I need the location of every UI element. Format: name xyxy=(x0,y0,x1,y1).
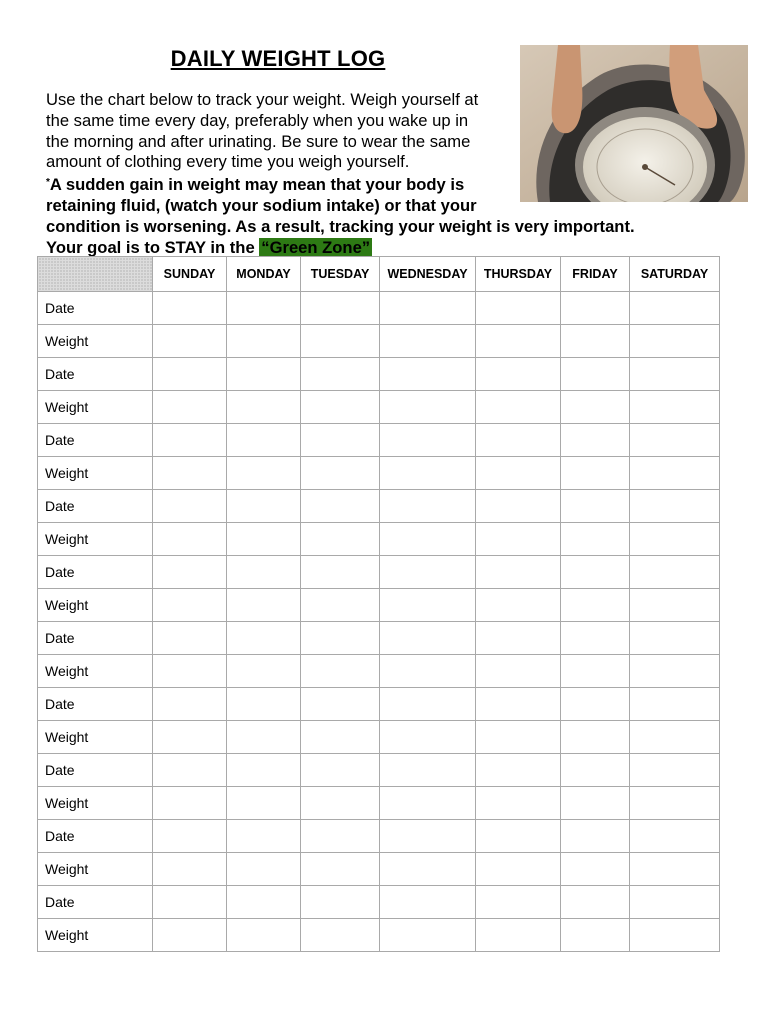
table-row xyxy=(38,886,720,919)
entry-cell[interactable] xyxy=(380,391,476,424)
table-row xyxy=(38,721,720,754)
entry-cell[interactable] xyxy=(561,655,630,688)
entry-cell[interactable] xyxy=(630,853,720,886)
day-header: WEDNESDAY xyxy=(380,257,476,292)
entry-cell[interactable] xyxy=(380,721,476,754)
entry-cell[interactable] xyxy=(561,721,630,754)
entry-cell[interactable] xyxy=(153,754,227,787)
entry-cell[interactable] xyxy=(561,820,630,853)
entry-cell[interactable] xyxy=(630,556,720,589)
entry-cell[interactable] xyxy=(630,424,720,457)
entry-cell[interactable] xyxy=(476,853,561,886)
instructions-line: the morning and after urinating. Be sure to wear the same xyxy=(46,131,471,151)
entry-cell[interactable] xyxy=(153,424,227,457)
page-title: DAILY WEIGHT LOG xyxy=(170,46,386,71)
entry-cell[interactable] xyxy=(561,523,630,556)
entry-cell[interactable] xyxy=(153,820,227,853)
entry-cell[interactable] xyxy=(561,853,630,886)
row-label: Weight xyxy=(38,853,153,886)
row-label: Date xyxy=(38,820,153,853)
bathroom-scale-photo xyxy=(520,45,748,202)
table-row xyxy=(38,919,720,952)
entry-cell[interactable] xyxy=(301,919,380,952)
entry-cell[interactable] xyxy=(227,556,301,589)
entry-cell[interactable] xyxy=(301,754,380,787)
entry-cell[interactable] xyxy=(227,391,301,424)
entry-cell[interactable] xyxy=(630,490,720,523)
entry-cell[interactable] xyxy=(476,886,561,919)
green-zone-highlight: “Green Zone” xyxy=(261,237,371,257)
entry-cell[interactable] xyxy=(153,457,227,490)
entry-cell[interactable] xyxy=(153,556,227,589)
entry-cell[interactable] xyxy=(301,787,380,820)
entry-cell[interactable] xyxy=(227,787,301,820)
table-row xyxy=(38,622,720,655)
entry-cell[interactable] xyxy=(476,358,561,391)
entry-cell[interactable] xyxy=(153,589,227,622)
entry-cell[interactable] xyxy=(630,523,720,556)
entry-cell[interactable] xyxy=(561,391,630,424)
row-label: Weight xyxy=(38,919,153,952)
day-header: TUESDAY xyxy=(301,257,380,292)
entry-cell[interactable] xyxy=(301,391,380,424)
entry-cell[interactable] xyxy=(630,391,720,424)
entry-cell[interactable] xyxy=(630,754,720,787)
table-row xyxy=(38,424,720,457)
entry-cell[interactable] xyxy=(380,292,476,325)
row-label: Date xyxy=(38,556,153,589)
table-row xyxy=(38,523,720,556)
entry-cell[interactable] xyxy=(227,919,301,952)
entry-cell[interactable] xyxy=(153,919,227,952)
entry-cell[interactable] xyxy=(380,688,476,721)
entry-cell[interactable] xyxy=(301,523,380,556)
entry-cell[interactable] xyxy=(561,325,630,358)
entry-cell[interactable] xyxy=(153,325,227,358)
row-label: Weight xyxy=(38,655,153,688)
entry-cell[interactable] xyxy=(630,721,720,754)
entry-cell[interactable] xyxy=(561,919,630,952)
entry-cell[interactable] xyxy=(227,655,301,688)
entry-cell[interactable] xyxy=(630,622,720,655)
entry-cell[interactable] xyxy=(227,754,301,787)
entry-cell[interactable] xyxy=(476,523,561,556)
entry-cell[interactable] xyxy=(380,886,476,919)
entry-cell[interactable] xyxy=(561,424,630,457)
asterisk: * xyxy=(46,177,50,189)
table-row xyxy=(38,556,720,589)
entry-cell[interactable] xyxy=(227,457,301,490)
row-label: Date xyxy=(38,886,153,919)
row-label: Date xyxy=(38,490,153,523)
entry-cell[interactable] xyxy=(476,721,561,754)
table-row xyxy=(38,853,720,886)
entry-cell[interactable] xyxy=(227,721,301,754)
entry-cell[interactable] xyxy=(561,490,630,523)
entry-cell[interactable] xyxy=(476,820,561,853)
day-header: FRIDAY xyxy=(561,257,630,292)
day-header: THURSDAY xyxy=(476,257,561,292)
table-row xyxy=(38,655,720,688)
entry-cell[interactable] xyxy=(476,787,561,820)
entry-cell[interactable] xyxy=(227,853,301,886)
entry-cell[interactable] xyxy=(301,886,380,919)
entry-cell[interactable] xyxy=(561,589,630,622)
table-row xyxy=(38,325,720,358)
table-row xyxy=(38,820,720,853)
row-label: Weight xyxy=(38,721,153,754)
entry-cell[interactable] xyxy=(380,820,476,853)
entry-cell[interactable] xyxy=(153,292,227,325)
row-label: Date xyxy=(38,688,153,721)
instructions-line: Use the chart below to track your weight. Weigh yourself at xyxy=(46,90,479,109)
entry-cell[interactable] xyxy=(476,424,561,457)
entry-cell[interactable] xyxy=(630,589,720,622)
entry-cell[interactable] xyxy=(153,787,227,820)
entry-cell[interactable] xyxy=(476,325,561,358)
weight-log-table xyxy=(37,256,720,952)
table-row xyxy=(38,391,720,424)
entry-cell[interactable] xyxy=(380,457,476,490)
entry-cell[interactable] xyxy=(630,886,720,919)
row-label: Weight xyxy=(38,457,153,490)
entry-cell[interactable] xyxy=(561,787,630,820)
table-row xyxy=(38,490,720,523)
entry-cell[interactable] xyxy=(153,358,227,391)
table-row xyxy=(38,292,720,325)
entry-cell[interactable] xyxy=(476,490,561,523)
table-row xyxy=(38,754,720,787)
entry-cell[interactable] xyxy=(227,325,301,358)
corner-cell xyxy=(38,257,153,292)
row-label: Weight xyxy=(38,391,153,424)
entry-cell[interactable] xyxy=(476,292,561,325)
entry-cell[interactable] xyxy=(380,853,476,886)
entry-cell[interactable] xyxy=(561,886,630,919)
entry-cell[interactable] xyxy=(561,358,630,391)
entry-cell[interactable] xyxy=(630,919,720,952)
entry-cell[interactable] xyxy=(301,589,380,622)
entry-cell[interactable] xyxy=(227,589,301,622)
entry-cell[interactable] xyxy=(630,457,720,490)
row-label: Date xyxy=(38,424,153,457)
day-header: SUNDAY xyxy=(153,257,227,292)
entry-cell[interactable] xyxy=(630,787,720,820)
entry-cell[interactable] xyxy=(561,754,630,787)
entry-cell[interactable] xyxy=(380,325,476,358)
entry-cell[interactable] xyxy=(380,358,476,391)
instructions-line: amount of clothing every time you weigh yourself. xyxy=(46,152,410,172)
entry-cell[interactable] xyxy=(301,490,380,523)
entry-cell[interactable] xyxy=(301,358,380,391)
entry-cell[interactable] xyxy=(380,622,476,655)
day-header: MONDAY xyxy=(227,257,301,292)
entry-cell[interactable] xyxy=(153,490,227,523)
table-body xyxy=(38,292,720,952)
entry-cell[interactable] xyxy=(380,523,476,556)
entry-cell[interactable] xyxy=(227,886,301,919)
entry-cell[interactable] xyxy=(153,391,227,424)
entry-cell[interactable] xyxy=(153,721,227,754)
entry-cell[interactable] xyxy=(301,721,380,754)
entry-cell[interactable] xyxy=(476,919,561,952)
entry-cell[interactable] xyxy=(630,820,720,853)
entry-cell[interactable] xyxy=(153,655,227,688)
goal-text: Your goal is to STAY in the xyxy=(46,237,260,257)
entry-cell[interactable] xyxy=(476,688,561,721)
entry-cell[interactable] xyxy=(561,688,630,721)
entry-cell[interactable] xyxy=(476,589,561,622)
entry-cell[interactable] xyxy=(153,622,227,655)
entry-cell[interactable] xyxy=(227,424,301,457)
entry-cell[interactable] xyxy=(476,391,561,424)
entry-cell[interactable] xyxy=(301,655,380,688)
entry-cell[interactable] xyxy=(153,853,227,886)
entry-cell[interactable] xyxy=(227,523,301,556)
warning-line: condition is worsening. As a result, tracking your weight is very important. xyxy=(46,216,635,236)
table-row xyxy=(38,787,720,820)
row-label: Date xyxy=(38,358,153,391)
entry-cell[interactable] xyxy=(153,523,227,556)
table-row xyxy=(38,688,720,721)
entry-cell[interactable] xyxy=(301,457,380,490)
entry-cell[interactable] xyxy=(630,358,720,391)
entry-cell[interactable] xyxy=(630,688,720,721)
entry-cell[interactable] xyxy=(561,457,630,490)
entry-cell[interactable] xyxy=(630,655,720,688)
entry-cell[interactable] xyxy=(380,589,476,622)
instructions-line: the same time every day, preferably when you wake up in xyxy=(46,110,469,130)
entry-cell[interactable] xyxy=(227,622,301,655)
row-label: Weight xyxy=(38,589,153,622)
entry-cell[interactable] xyxy=(380,556,476,589)
scale-feet-illustration xyxy=(520,45,748,202)
row-label: Date xyxy=(38,754,153,787)
entry-cell[interactable] xyxy=(380,655,476,688)
entry-cell[interactable] xyxy=(301,853,380,886)
entry-cell[interactable] xyxy=(227,820,301,853)
table-header-row xyxy=(38,257,720,292)
entry-cell[interactable] xyxy=(227,688,301,721)
entry-cell[interactable] xyxy=(301,820,380,853)
day-header: SATURDAY xyxy=(630,257,720,292)
entry-cell[interactable] xyxy=(153,688,227,721)
entry-cell[interactable] xyxy=(227,292,301,325)
row-label: Weight xyxy=(38,325,153,358)
entry-cell[interactable] xyxy=(476,457,561,490)
table-row xyxy=(38,457,720,490)
entry-cell[interactable] xyxy=(301,556,380,589)
entry-cell[interactable] xyxy=(153,886,227,919)
warning-text: A sudden gain in weight may mean that your body is xyxy=(49,175,465,195)
entry-cell[interactable] xyxy=(227,358,301,391)
row-label: Date xyxy=(38,622,153,655)
entry-cell[interactable] xyxy=(301,325,380,358)
entry-cell[interactable] xyxy=(476,622,561,655)
entry-cell[interactable] xyxy=(561,556,630,589)
entry-cell[interactable] xyxy=(476,655,561,688)
table-row xyxy=(38,589,720,622)
entry-cell[interactable] xyxy=(301,688,380,721)
entry-cell[interactable] xyxy=(301,424,380,457)
entry-cell[interactable] xyxy=(476,754,561,787)
row-label: Date xyxy=(38,292,153,325)
entry-cell[interactable] xyxy=(380,787,476,820)
entry-cell[interactable] xyxy=(630,325,720,358)
entry-cell[interactable] xyxy=(561,292,630,325)
table-row xyxy=(38,358,720,391)
row-label: Weight xyxy=(38,787,153,820)
entry-cell[interactable] xyxy=(476,556,561,589)
entry-cell[interactable] xyxy=(301,292,380,325)
entry-cell[interactable] xyxy=(380,919,476,952)
entry-cell[interactable] xyxy=(301,622,380,655)
row-label: Weight xyxy=(38,523,153,556)
entry-cell[interactable] xyxy=(380,424,476,457)
entry-cell[interactable] xyxy=(227,490,301,523)
entry-cell[interactable] xyxy=(380,490,476,523)
warning-line: retaining fluid, (watch your sodium intake) or that your xyxy=(46,195,477,215)
entry-cell[interactable] xyxy=(380,754,476,787)
entry-cell[interactable] xyxy=(630,292,720,325)
entry-cell[interactable] xyxy=(561,622,630,655)
